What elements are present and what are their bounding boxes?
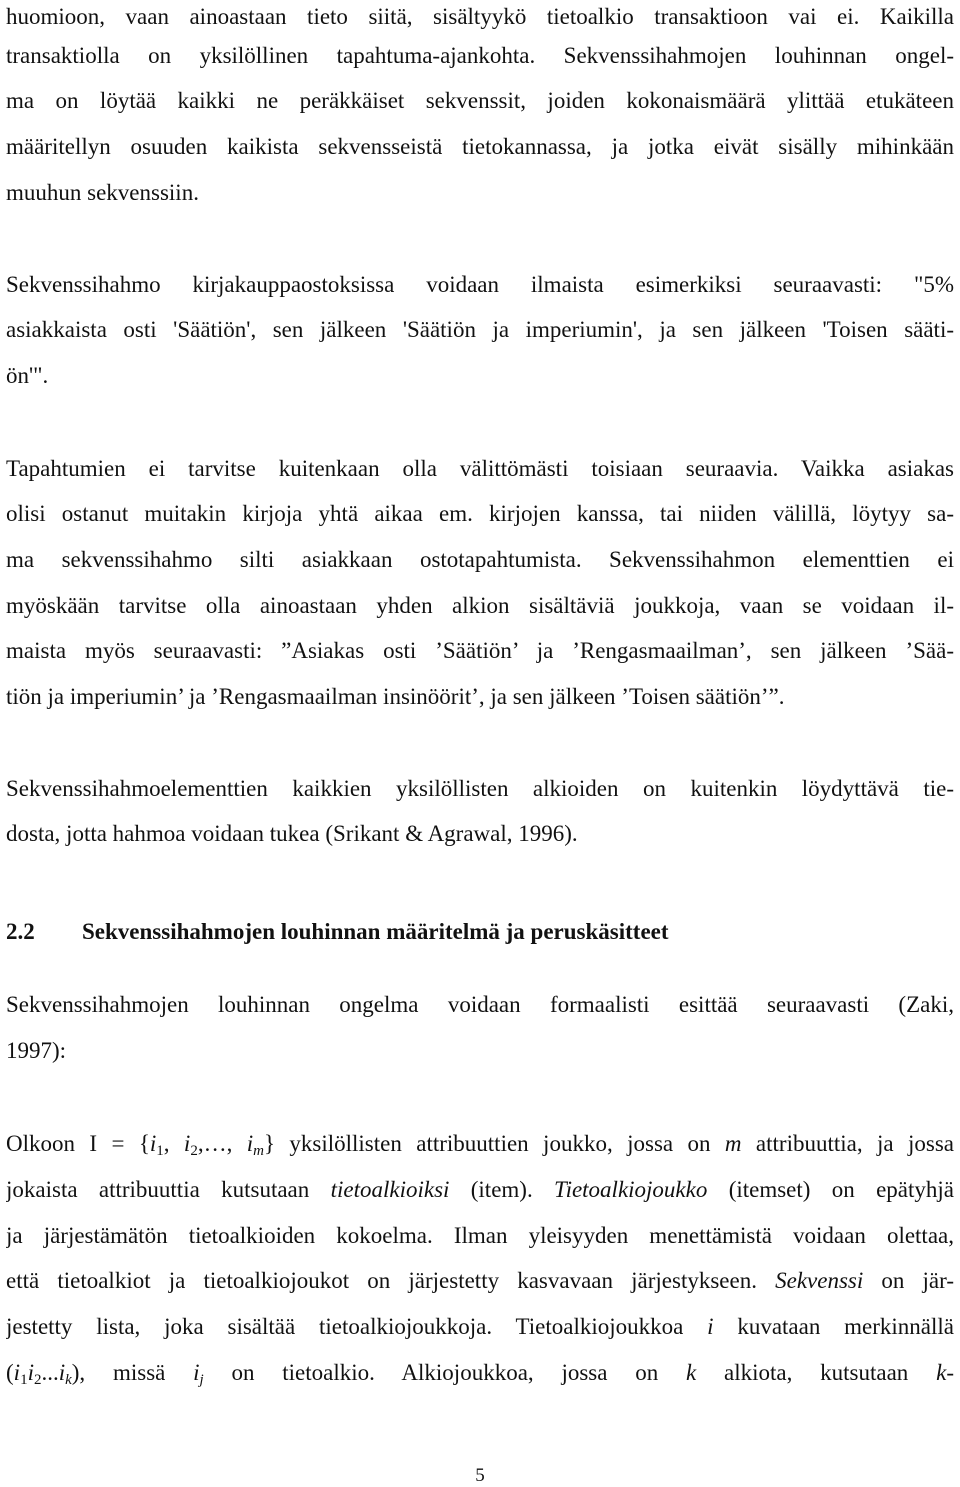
paragraph-2-line-2: asiakkaista osti 'Säätiön', sen jälkeen 'Säätiön ja imperiumin', ja sen jälkeen 'Toisen sääti- <box>6 317 954 342</box>
paragraph-6-line-1 <box>6 1127 954 1161</box>
paragraph-2-line-1: Sekvenssihahmo kirjakauppaostoksissa voidaan ilmaista esimerkiksi seuraavasti: "5% <box>6 272 954 297</box>
paragraph-1-line-1: huomioon, vaan ainoastaan tieto siitä, sisältyykö tietoalkio transaktioon vai ei. Kaikilla <box>6 4 954 29</box>
text-run: on tietoalkio. Alkiojoukkoa, jossa on <box>203 1360 687 1385</box>
paragraph-3-line-6: tiön ja imperiumin’ ja ’Rengasmaailman insinöörit’, ja sen jälkeen ’Toisen säätiön’”. <box>6 684 785 709</box>
math-i: i <box>149 1131 157 1156</box>
paragraph-6-line-3: ja järjestämätön tietoalkioiden kokoelma. Ilman yleisyyden menettämistä voidaan olettaa, <box>6 1223 954 1248</box>
math-i: i <box>13 1360 21 1385</box>
math-k: k <box>686 1360 697 1385</box>
text-run: jokaista attribuuttia kutsutaan <box>6 1177 331 1202</box>
subscript: 2 <box>190 1143 198 1159</box>
math-i: i <box>27 1360 34 1385</box>
text-run: Olkoon I = { <box>6 1131 150 1156</box>
paragraph-4-line-2: dosta, jotta hahmoa voidaan tukea (Srikant & Agrawal, 1996). <box>6 821 578 846</box>
subscript: j <box>199 1372 204 1388</box>
text-run: että tietoalkiot ja tietoalkiojoukot on järjestetty kasvavaan järjestykseen. <box>6 1268 776 1293</box>
paragraph-5-line-1: Sekvenssihahmojen louhinnan ongelma voidaan formaalisti esittää seuraavasti (Zaki, <box>6 992 954 1017</box>
paragraph-6-line-6 <box>6 1356 954 1390</box>
paragraph-3-line-1: Tapahtumien ei tarvitse kuitenkaan olla välittömästi toisiaan seuraavia. Vaikka asiakas <box>6 456 954 481</box>
paragraph-3-line-5: maista myös seuraavasti: ”Asiakas osti ’Säätiön’ ja ’Rengasmaailman’, sen jälkeen ’Sää- <box>6 638 954 663</box>
paragraph-2-line-3: ön'". <box>6 363 49 388</box>
text-run: kuvataan merkinnällä <box>713 1314 954 1339</box>
section-title: Sekvenssihahmojen louhinnan määritelmä ja peruskäsitteet <box>82 919 669 944</box>
paragraph-6-line-2 <box>6 1173 954 1207</box>
subscript: 1 <box>20 1372 28 1388</box>
text-run: alkiota, kutsutaan <box>696 1360 937 1385</box>
paragraph-6-line-4 <box>6 1264 954 1298</box>
paragraph-5-line-2: 1997): <box>6 1038 67 1063</box>
emphasis: tietoalkioiksi <box>330 1177 450 1202</box>
paragraph-4-line-1: Sekvenssihahmoelementtien kaikkien yksilöllisten alkioiden on kuitenkin löydyttävä tie- <box>6 776 954 801</box>
text-run: (item). <box>449 1177 555 1202</box>
paragraph-3-line-4: myöskään tarvitse olla ainoastaan yhden alkion sisältäviä joukkoja, vaan se voidaan il- <box>6 593 954 618</box>
paragraph-6-line-5 <box>6 1310 954 1344</box>
text-run: ), missä <box>71 1360 194 1385</box>
text-run: ( <box>6 1360 14 1385</box>
text-run: - <box>946 1360 954 1385</box>
math-i: i <box>246 1131 254 1156</box>
section-number: 2.2 <box>6 919 35 944</box>
text-run: jestetty lista, joka sisältää tietoalkiojoukkoja. Tietoalkiojoukkoa <box>6 1314 708 1339</box>
emphasis: Tietoalkiojoukko <box>554 1177 708 1202</box>
text-run: } yksilöllisten attribuuttien joukko, jossa on <box>263 1131 725 1156</box>
math-k: k <box>936 1360 947 1385</box>
paragraph-3-line-3: ma sekvenssihahmo silti asiakkaan ostotapahtumista. Sekvenssihahmon elementtien ei <box>6 547 954 572</box>
text-run: ... <box>41 1360 59 1385</box>
subscript: k <box>65 1372 72 1388</box>
text-run: attribuuttia, ja jossa <box>741 1131 954 1156</box>
text-run: ,…, <box>197 1131 247 1156</box>
paragraph-1-line-4: määritellyn osuuden kaikista sekvensseistä tietokannassa, ja jotka eivät sisälly mihinkään <box>6 134 954 159</box>
text-run: on jär- <box>863 1268 954 1293</box>
subscript: 2 <box>33 1372 42 1388</box>
paragraph-1-line-2: transaktiolla on yksilöllinen tapahtuma-ajankohta. Sekvenssihahmojen louhinnan ongel- <box>6 43 954 68</box>
page-number: 5 <box>475 1465 485 1486</box>
subscript: 1 <box>156 1143 164 1159</box>
text-run: , <box>163 1131 184 1156</box>
math-i: i <box>193 1360 200 1385</box>
math-i: i <box>707 1314 714 1339</box>
subscript: m <box>253 1143 264 1159</box>
paragraph-1-line-5: muuhun sekvenssiin. <box>6 180 199 205</box>
math-m: m <box>724 1131 742 1156</box>
paragraph-3-line-2: olisi ostanut muitakin kirjoja yhtä aikaa em. kirjojen kanssa, tai niiden välillä, löytyy sa- <box>6 501 954 526</box>
text-run: (itemset) on epätyhjä <box>707 1177 954 1202</box>
section-heading <box>6 915 954 949</box>
math-i: i <box>183 1131 191 1156</box>
emphasis: Sekvenssi <box>775 1268 864 1293</box>
math-i: i <box>58 1360 66 1385</box>
paragraph-1-line-3: ma on löytää kaikki ne peräkkäiset sekvenssit, joiden kokonaismäärä ylittää etukäteen <box>6 88 954 113</box>
